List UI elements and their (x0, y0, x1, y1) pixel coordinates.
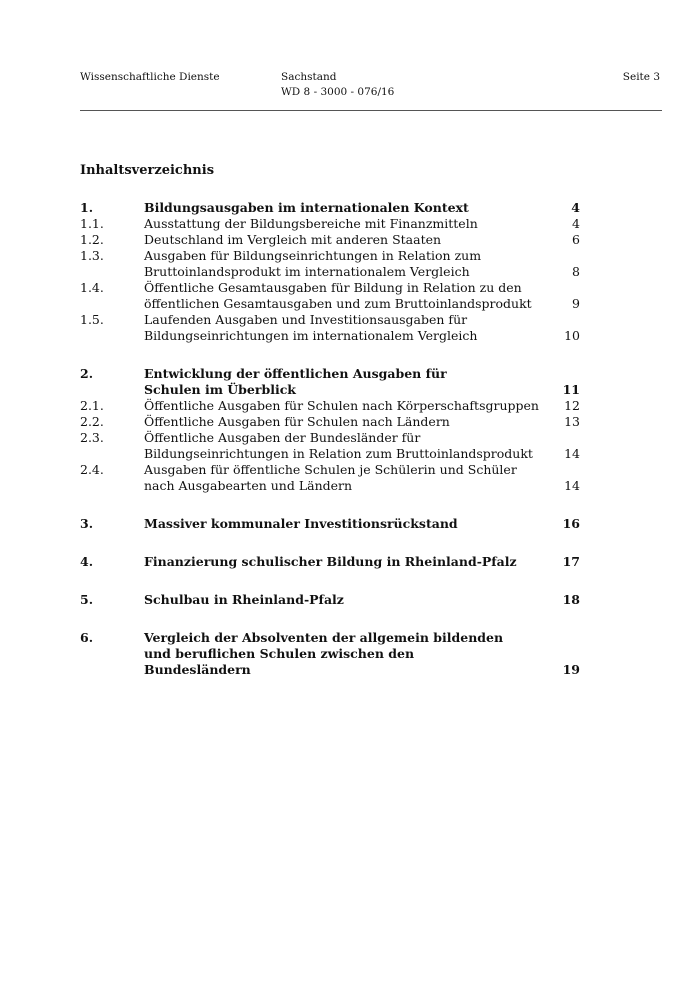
toc-entry[interactable] (80, 592, 580, 608)
toc-spacer (80, 344, 580, 366)
toc-entry-title: Öffentliche Ausgaben für Schulen nach Ländern (144, 414, 450, 429)
toc-entry-page: 4 (572, 216, 580, 231)
toc-entry-title: Laufenden Ausgaben und Investitionsausgaben für Bildungseinrichtungen im internationalem Vergleich (144, 312, 478, 343)
toc-entry[interactable] (80, 414, 580, 430)
toc-entry-title: Öffentliche Gesamtausgaben für Bildung in Relation zu den öffentlichen Gesamtausgaben und zum Bruttoinlandsprodukt (144, 280, 532, 311)
toc-entry[interactable] (80, 248, 580, 280)
header-page-label: Seite 3 (622, 71, 660, 83)
toc-entry[interactable] (80, 554, 580, 570)
toc-entry-title: Entwicklung der öffentlichen Ausgaben für Schulen im Überblick (144, 366, 447, 397)
toc-entry-title: Finanzierung schulischer Bildung in Rheinland-Pfalz (144, 554, 517, 569)
header-org: Wissenschaftliche Dienste (80, 71, 220, 83)
toc-entry-number: 5. (80, 592, 94, 607)
toc-entry-title: Ausgaben für öffentliche Schulen je Schülerin und Schüler nach Ausgabearten und Ländern (144, 462, 517, 493)
toc-entry-title: Deutschland im Vergleich mit anderen Staaten (144, 232, 442, 247)
toc-entry-page: 12 (564, 398, 580, 413)
header-divider (80, 110, 662, 111)
toc-entry[interactable] (80, 200, 580, 216)
toc-entry-number: 4. (80, 554, 94, 569)
toc-entry-number: 1. (80, 200, 94, 215)
toc-entry[interactable] (80, 366, 580, 398)
toc-entry-number: 2.4. (80, 462, 104, 477)
toc-entry-number: 6. (80, 630, 94, 645)
toc-entry-page: 19 (562, 662, 580, 677)
toc-entry-number: 1.3. (80, 248, 104, 263)
toc-entry[interactable] (80, 312, 580, 344)
toc-entry-title: Ausgaben für Bildungseinrichtungen in Relation zum Bruttoinlandsprodukt im internationalem Vergleich (144, 248, 482, 279)
toc-entry-page: 6 (572, 232, 580, 247)
toc-entry-page: 10 (564, 328, 580, 343)
toc-entry-title: Massiver kommunaler Investitionsrückstand (144, 516, 458, 531)
header-doc-info (281, 70, 394, 100)
toc-entry-number: 1.1. (80, 216, 104, 231)
toc-entry[interactable] (80, 398, 580, 414)
toc-entry-number: 2.3. (80, 430, 104, 445)
toc-entry-title: Ausstattung der Bildungsbereiche mit Finanzmitteln (144, 216, 478, 231)
toc-entry[interactable] (80, 280, 580, 312)
toc-spacer (80, 532, 580, 554)
table-of-contents (80, 200, 580, 678)
toc-entry-number: 2. (80, 366, 94, 381)
header-doc-ref: WD 8 - 3000 - 076/16 (281, 86, 395, 98)
toc-heading: Inhaltsverzeichnis (80, 163, 215, 178)
toc-entry-page: 13 (564, 414, 580, 429)
toc-entry[interactable] (80, 462, 580, 494)
toc-entry-title: Schulbau in Rheinland-Pfalz (144, 592, 344, 607)
toc-spacer (80, 570, 580, 592)
toc-entry-title: Bildungsausgaben im internationalen Kontext (144, 200, 469, 215)
toc-entry-page: 9 (572, 296, 580, 311)
toc-entry-page: 18 (562, 592, 580, 607)
toc-entry-number: 1.4. (80, 280, 104, 295)
toc-spacer (80, 608, 580, 630)
toc-entry-page: 16 (562, 516, 580, 531)
header-doc-type: Sachstand (281, 71, 337, 83)
toc-entry-title: Öffentliche Ausgaben der Bundesländer für Bildungseinrichtungen in Relation zum Bruttoinlandsprodukt (144, 430, 533, 461)
toc-entry-page: 8 (572, 264, 580, 279)
toc-entry-number: 1.5. (80, 312, 104, 327)
toc-entry-page: 11 (562, 382, 580, 397)
toc-entry-number: 2.1. (80, 398, 104, 413)
toc-entry-page: 4 (571, 200, 580, 215)
toc-entry[interactable] (80, 630, 580, 678)
toc-spacer (80, 494, 580, 516)
toc-entry-title: Öffentliche Ausgaben für Schulen nach Körperschaftsgruppen (144, 398, 539, 413)
toc-entry-number: 1.2. (80, 232, 104, 247)
toc-entry[interactable] (80, 516, 580, 532)
toc-entry[interactable] (80, 430, 580, 462)
toc-entry-number: 2.2. (80, 414, 104, 429)
toc-entry-number: 3. (80, 516, 94, 531)
toc-entry-page: 17 (562, 554, 580, 569)
toc-entry[interactable] (80, 216, 580, 232)
toc-entry[interactable] (80, 232, 580, 248)
toc-entry-page: 14 (564, 446, 580, 461)
toc-entry-title: Vergleich der Absolventen der allgemein bildenden und beruflichen Schulen zwischen den Bundesländern (144, 630, 504, 677)
toc-entry-page: 14 (564, 478, 580, 493)
